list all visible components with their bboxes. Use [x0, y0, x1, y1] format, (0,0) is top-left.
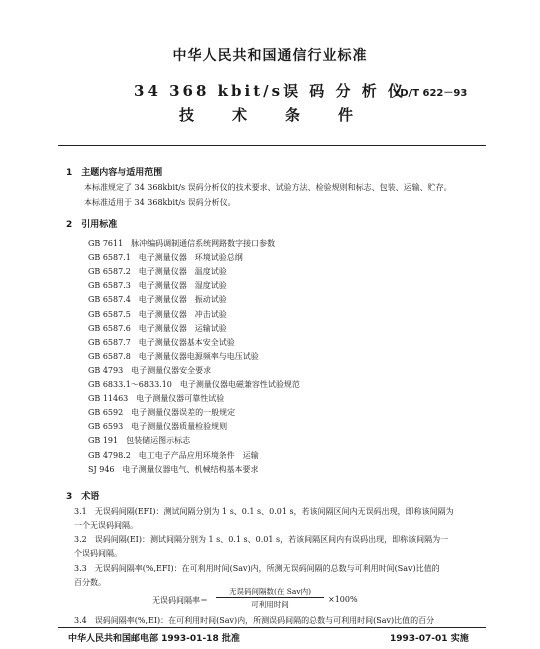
reference-item: GB 6587.1 电子测量仪器 环境试验总纲 — [88, 253, 243, 263]
term-3-1-line-1: 3.1 无误码间隔(EFI)：测试间隔分别为 1 s、0.1 s、0.01 s，若该间隔区间内无误码出现，即称该间隔为 — [74, 507, 454, 516]
issuing-organization: 中华人民共和国通信行业标准 — [172, 48, 368, 64]
reference-item: GB 6587.5 电子测量仪器 冲击试验 — [88, 309, 227, 319]
reference-item: GB 7611 脉冲编码调制通信系统网路数字接口参数 — [88, 239, 276, 248]
formula-numerator: 无误码间隔数(在 Sav内) — [228, 587, 312, 596]
term-3-2-line-2: 个误码间隔。 — [74, 549, 122, 558]
effective-date: 1993-07-01 实施 — [390, 634, 469, 644]
reference-item: GB 6833.1～6833.10 电子测量仪器电磁兼容性试验规范 — [88, 380, 300, 389]
reference-item: GB 6592 电子测量仪器误差的一般规定 — [88, 408, 236, 418]
reference-item: GB 6587.7 电子测量仪器基本安全试验 — [88, 337, 235, 347]
reference-item: GB 4798.2 电工电子产品应用环境条件 运输 — [88, 450, 259, 460]
reference-item: GB 11463 电子测量仪器可靠性试验 — [88, 394, 225, 404]
term-3-4-line-1: 3.4 误码间隔率(%,EI)：在可利用时间(Sav)内，所测误码间隔的总数与可利用时间(Sav)比值的百分 — [74, 616, 435, 625]
section-3-heading: 3 术语 — [66, 492, 100, 502]
reference-item: GB 6587.2 电子测量仪器 温度试验 — [88, 267, 227, 277]
header-divider — [58, 145, 486, 146]
section-2-heading: 2 引用标准 — [66, 220, 118, 230]
reference-item: GB 6587.3 电子测量仪器 湿度试验 — [88, 281, 227, 291]
reference-item: GB 191 包装储运图示标志 — [88, 436, 191, 446]
section-1-paragraph-2: 本标准适用于 34 368kbit/s 误码分析仪。 — [84, 198, 236, 207]
formula-lhs: 无误码间隔率＝ — [152, 596, 208, 605]
term-3-3-line-2: 百分数。 — [74, 578, 106, 587]
term-3-3-line-1: 3.3 无误码间隔率(%,EFI)：在可利用时间(Sav)内，所测无误码间隔的总数与可利用时间(Sav)比值的 — [74, 564, 440, 573]
footer-divider — [58, 627, 486, 628]
term-3-2-line-1: 3.2 误码间隔(EI)：测试间隔分别为 1 s、0.1 s、0.01 s，若该间隔区间内有误码出现，即称该间隔为一 — [74, 535, 449, 544]
reference-item: SJ 946 电子测量仪器电气、机械结构基本要求 — [88, 464, 259, 474]
reference-item: GB 6587.6 电子测量仪器 运输试验 — [88, 323, 227, 333]
formula-denominator: 可利用时间 — [251, 600, 289, 609]
reference-item: GB 4793 电子测量仪器安全要求 — [88, 365, 212, 375]
term-3-1-line-2: 一个无误码间隔。 — [74, 521, 138, 530]
formula-rhs: ×100% — [328, 595, 358, 604]
document-title-line1: 34 368 kbit/s误 码 分 析 仪 — [134, 82, 406, 100]
approval-date: 中华人民共和国邮电部 1993-01-18 批准 — [68, 634, 240, 644]
section-1-heading: 1 主题内容与适用范围 — [66, 168, 163, 178]
formula-fraction-bar — [216, 597, 324, 598]
reference-item: GB 6587.4 电子测量仪器 振动试验 — [88, 295, 227, 305]
section-1-paragraph-1: 本标准规定了 34 368kbit/s 误码分析仪的技术要求、试验方法、检验规则和标志、包装、运输、贮存。 — [84, 183, 452, 192]
reference-item: GB 6587.8 电子测量仪器电源频率与电压试验 — [88, 351, 259, 361]
document-title-line2: 技术条件 — [178, 106, 391, 124]
reference-item: GB 6593 电子测量仪器质量检验规则 — [88, 422, 228, 432]
standard-number: YD/T 622－93 — [393, 88, 468, 99]
